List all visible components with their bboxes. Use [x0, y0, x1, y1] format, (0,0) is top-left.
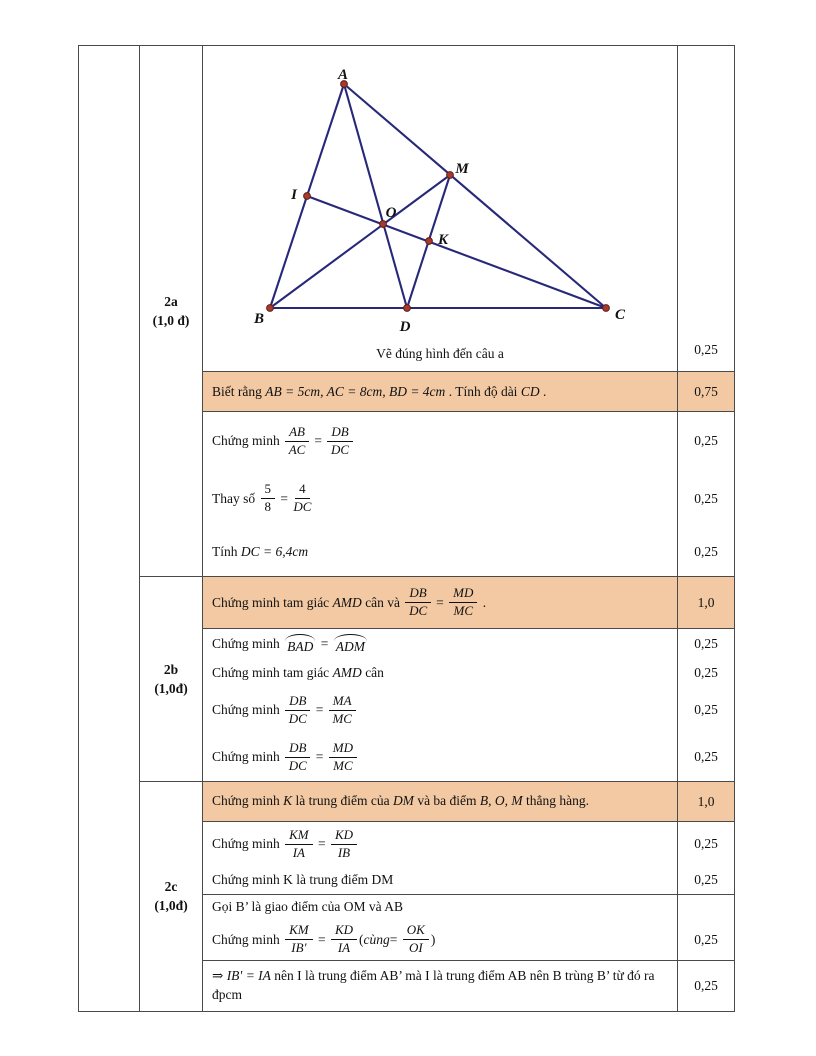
- fraction-denominator: DC: [330, 441, 350, 457]
- table-row: [203, 527, 734, 576]
- table-row: [203, 781, 734, 822]
- fraction-denominator: DC: [288, 757, 307, 773]
- point-K: [426, 238, 433, 245]
- figure-row: [203, 46, 734, 371]
- text-segment: Thay số: [212, 490, 259, 506]
- point-D: [404, 305, 411, 312]
- fraction-numerator: AB: [285, 425, 309, 442]
- math-segment: AB = 5cm, AC = 8cm, BD = 4cm: [265, 383, 446, 399]
- math-fraction: [285, 741, 310, 773]
- row-text: [203, 964, 677, 1008]
- text-segment: =: [310, 433, 326, 448]
- point-label-I: I: [291, 187, 297, 203]
- fraction-denominator: OI: [408, 940, 423, 955]
- math-fraction: [449, 586, 477, 618]
- table-row-group: [203, 822, 734, 894]
- text-segment: Chứng minh: [212, 749, 284, 764]
- point-label-C: C: [614, 307, 626, 323]
- score-cell: 0,25: [677, 46, 734, 371]
- text-segment: . Tính độ dài: [445, 383, 521, 399]
- fraction-numerator: 5: [261, 482, 276, 499]
- row-text: [203, 482, 677, 514]
- point-label-K: K: [437, 232, 449, 248]
- text-segment: =: [432, 594, 448, 610]
- math-segment: AMD: [332, 594, 362, 610]
- fraction-numerator: MD: [449, 586, 477, 603]
- fraction-denominator: DC: [288, 710, 307, 726]
- text-segment: =: [312, 702, 327, 717]
- score-cell: 0,25: [677, 412, 734, 470]
- question-label-column: [140, 46, 203, 1011]
- table-row: [203, 576, 734, 629]
- row-text: [203, 384, 677, 400]
- table-row: [203, 687, 734, 733]
- row-text: [203, 544, 677, 560]
- math-fraction: [405, 586, 430, 618]
- text-segment: cân: [361, 665, 384, 680]
- math-fraction: [285, 828, 313, 860]
- text-segment: =: [317, 636, 332, 651]
- text-segment: thẳng hàng.: [522, 793, 590, 809]
- math-fraction: [329, 694, 356, 726]
- table-row: [203, 866, 734, 894]
- table-row: [203, 371, 734, 412]
- text-segment: (: [359, 931, 364, 947]
- text-segment: =: [277, 490, 292, 506]
- row-content: [203, 577, 677, 628]
- row-content: [203, 412, 677, 470]
- score-cell: [677, 895, 734, 919]
- row-text: [203, 899, 677, 915]
- math-fraction: [403, 923, 429, 955]
- row-text: [203, 923, 677, 955]
- table-row: [203, 960, 734, 1011]
- text-segment: ): [430, 931, 436, 947]
- fraction-denominator: DC: [409, 603, 428, 618]
- math-segment: K: [283, 793, 293, 809]
- text-segment: =: [314, 836, 329, 851]
- row-text: [203, 425, 677, 457]
- figure-caption: Vẽ đúng hình đến câu a: [376, 346, 504, 361]
- question-points: (1,0đ): [154, 898, 188, 913]
- score-cell: 0,25: [677, 629, 734, 659]
- text-segment: Chứng minh: [212, 931, 284, 947]
- question-number: 2b: [163, 661, 179, 677]
- math-fraction: [293, 482, 311, 514]
- fraction-denominator: 8: [264, 499, 271, 514]
- row-content: [203, 782, 677, 821]
- row-content: [203, 822, 677, 866]
- main-column: [203, 46, 734, 1011]
- angle-arc-notation: ADM: [333, 634, 368, 655]
- fraction-denominator: DC: [293, 499, 312, 514]
- math-fraction: [327, 425, 352, 457]
- math-fraction: [331, 923, 357, 955]
- question-points: (1,0đ): [154, 680, 188, 696]
- text-segment: Chứng minh: [212, 433, 284, 448]
- score-cell: 0,25: [677, 470, 734, 527]
- math-fraction: [285, 923, 313, 955]
- text-segment: là trung điểm của: [292, 793, 393, 809]
- fraction-denominator: AC: [288, 441, 306, 457]
- point-O: [380, 221, 387, 228]
- score-cell: 0,25: [677, 527, 734, 576]
- score-cell: 0,25: [677, 961, 734, 1011]
- row-text: [203, 634, 677, 655]
- table-row-group: [203, 894, 734, 960]
- text-segment: cân và: [361, 594, 404, 610]
- scoring-table: [78, 45, 735, 1012]
- fraction-numerator: 4: [295, 482, 310, 499]
- fraction-numerator: MA: [329, 694, 356, 711]
- math-fraction: [285, 694, 310, 726]
- row-content: [203, 866, 677, 894]
- text-segment: Chứng minh: [212, 793, 284, 809]
- fraction-denominator: IA: [337, 940, 351, 955]
- point-B: [267, 305, 274, 312]
- text-segment: Gọi B’ là giao điểm của OM và AB: [212, 899, 403, 914]
- row-content: [203, 961, 677, 1011]
- score-cell: 0,25: [677, 919, 734, 960]
- table-row: [203, 412, 734, 470]
- text-segment: và ba điểm: [413, 793, 480, 809]
- text-segment: Chứng minh: [212, 702, 284, 717]
- text-segment: =: [389, 931, 401, 947]
- point-C: [603, 305, 610, 312]
- text-segment: Tính: [212, 543, 241, 559]
- score-cell: 0,25: [677, 733, 734, 781]
- point-label-A: A: [337, 67, 349, 83]
- table-row: [203, 629, 734, 659]
- math-fraction: [331, 828, 357, 860]
- row-content: [203, 895, 677, 919]
- text-segment: ⇒: [212, 968, 227, 984]
- row-text: [203, 741, 677, 773]
- point-label-M: M: [455, 161, 469, 177]
- math-segment: DC = 6,4cm: [240, 543, 309, 559]
- row-text: [203, 828, 677, 860]
- row-content: [203, 919, 677, 960]
- segment-BM: [270, 175, 450, 308]
- fraction-numerator: DB: [285, 694, 310, 711]
- fraction-numerator: DB: [405, 586, 430, 603]
- section-label-2c: [140, 781, 202, 1011]
- text-segment: .: [539, 383, 547, 399]
- table-row: [203, 919, 734, 960]
- fraction-denominator: MC: [333, 757, 353, 773]
- math-fraction: [261, 482, 276, 514]
- score-cell: 1,0: [677, 577, 734, 628]
- fraction-numerator: MD: [329, 741, 357, 758]
- table-row: [203, 659, 734, 687]
- angle-arc-notation: BAD: [284, 634, 316, 655]
- table-row: [203, 822, 734, 866]
- text-segment: Biết rằng: [212, 383, 266, 399]
- fraction-numerator: KD: [331, 828, 357, 845]
- fraction-denominator: MC: [453, 603, 473, 618]
- math-segment: DM: [392, 793, 414, 809]
- point-label-O: O: [385, 205, 397, 221]
- row-content: [203, 687, 677, 733]
- fraction-numerator: OK: [403, 923, 429, 940]
- text-segment: nên I là trung điểm AB’ mà I là trung điểm AB nên B trùng B’ từ đó ra đpcm: [212, 968, 655, 1002]
- score-cell: 0,25: [677, 822, 734, 866]
- geometry-figure: [203, 46, 677, 371]
- segment-IC: [307, 196, 606, 308]
- row-content: [203, 733, 677, 781]
- score-cell: 0,25: [677, 866, 734, 894]
- fraction-numerator: KM: [285, 923, 313, 940]
- fraction-numerator: DB: [327, 425, 352, 442]
- empty-left-column: [79, 46, 140, 1011]
- row-content: [203, 629, 677, 659]
- section-label-2a: [140, 46, 202, 576]
- math-segment: B, O, M: [479, 793, 523, 809]
- fraction-numerator: KM: [285, 828, 313, 845]
- row-text: [203, 586, 677, 618]
- table-row-group: [203, 412, 734, 576]
- segment-AC: [344, 84, 606, 308]
- row-text: [203, 665, 677, 681]
- fraction-denominator: MC: [332, 710, 352, 726]
- row-content: [203, 527, 677, 576]
- segment-AD: [344, 84, 407, 308]
- section-label-2b: [140, 576, 202, 781]
- score-cell: 0,25: [677, 659, 734, 687]
- table-row-group: [203, 629, 734, 781]
- math-segment: cùng: [363, 931, 390, 947]
- math-fraction: [329, 741, 357, 773]
- score-cell: 0,75: [677, 372, 734, 411]
- math-fraction: [285, 425, 309, 457]
- row-text: [203, 872, 677, 888]
- text-segment: Chứng minh tam giác: [212, 594, 333, 610]
- row-content: [203, 470, 677, 527]
- text-segment: Chứng minh: [212, 836, 284, 851]
- math-segment: IB' = IA: [226, 968, 271, 984]
- fraction-denominator: IB: [337, 844, 351, 860]
- point-label-D: D: [399, 319, 411, 335]
- point-label-B: B: [253, 311, 265, 327]
- fraction-denominator: IB': [291, 940, 307, 955]
- row-text: [203, 694, 677, 726]
- text-segment: .: [479, 594, 487, 610]
- table-row: [203, 470, 734, 527]
- triangle-figure-svg: [203, 46, 675, 348]
- point-I: [304, 193, 311, 200]
- point-M: [447, 172, 454, 179]
- fraction-numerator: KD: [331, 923, 357, 940]
- text-segment: =: [314, 931, 329, 947]
- table-row: [203, 733, 734, 781]
- question-number: 2c: [164, 879, 178, 894]
- row-text: [203, 789, 677, 814]
- math-segment: CD: [520, 383, 540, 399]
- figure-cell: [203, 46, 677, 371]
- text-segment: Chứng minh K là trung điểm DM: [212, 872, 394, 887]
- table-row: [203, 895, 734, 919]
- row-content: [203, 659, 677, 687]
- score-cell: 0,25: [677, 687, 734, 733]
- score-cell: 1,0: [677, 782, 734, 821]
- math-segment: AMD: [332, 665, 362, 680]
- row-content: [203, 372, 677, 411]
- question-points: (1,0 đ): [152, 312, 190, 328]
- fraction-numerator: DB: [285, 741, 310, 758]
- fraction-denominator: IA: [292, 844, 305, 860]
- text-segment: Chứng minh: [212, 636, 284, 651]
- text-segment: =: [312, 749, 327, 764]
- text-segment: Chứng minh tam giác: [212, 665, 333, 680]
- question-number: 2a: [164, 293, 178, 309]
